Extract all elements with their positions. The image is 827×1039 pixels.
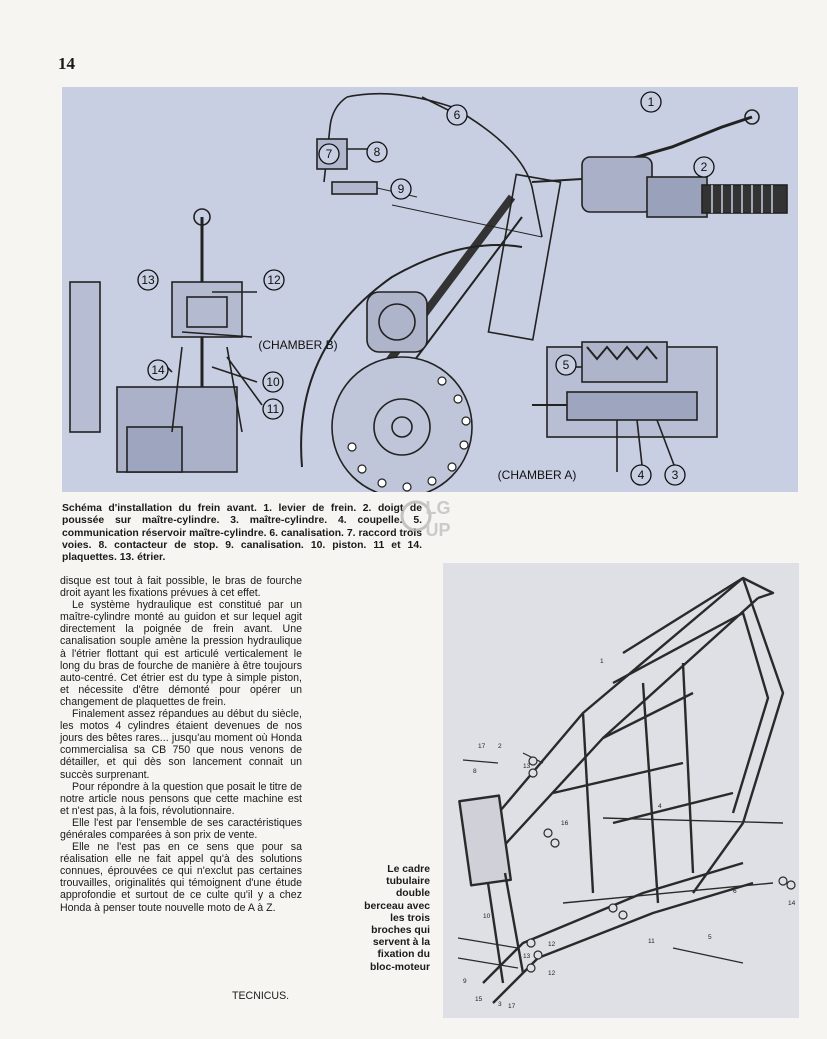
callout-7: 7 — [325, 147, 333, 161]
frame-label-10: 10 — [483, 913, 491, 920]
callout-4: 4 — [637, 468, 645, 482]
brake-diagram-drawing — [62, 87, 798, 492]
frame-label-5: 5 — [708, 934, 712, 941]
callout-9: 9 — [397, 182, 405, 196]
chamber-b-label: (CHAMBER B) — [258, 338, 338, 352]
brake-diagram — [62, 87, 798, 492]
frame-label-16: 16 — [561, 820, 569, 827]
frame-caption: Le cadre tubulaire double berceau avec les trois broches qui servent à la fixation du bloc-moteur — [364, 864, 430, 973]
watermark-logo — [398, 492, 462, 548]
frame-label-13a: 13 — [523, 763, 531, 770]
callout-14: 14 — [151, 363, 165, 377]
frame-label-8: 8 — [473, 768, 477, 775]
callout-3: 3 — [671, 468, 679, 482]
article-paragraph: Elle l'est par l'ensemble de ses caractéristiques générales comparées à son prix de vente. — [60, 816, 302, 841]
disc-caliper — [367, 292, 427, 352]
handlebar-grip — [702, 185, 787, 213]
frame-label-13b: 13 — [523, 953, 531, 960]
callout-5: 5 — [562, 358, 570, 372]
frame-label-14: 14 — [788, 900, 796, 907]
article-paragraph: Pour répondre à la question que posait le titre de notre article nous pensons que cette machine est et n'est pas, à la fois, révolutionnaire. — [60, 780, 302, 817]
callout-11: 11 — [266, 402, 280, 416]
frame-label-4: 4 — [658, 803, 662, 810]
callout-8: 8 — [373, 145, 381, 159]
frame-label-3: 3 — [498, 1001, 502, 1008]
brake-hose — [347, 94, 542, 237]
frame-label-15: 15 — [475, 996, 483, 1003]
article-paragraph: Elle ne l'est pas en ce sens que pour sa réalisation elle ne fait appel qu'à des solutions connues, éprouvées ce qui n'exclut pas certaines trouvailles, originalités qui témoignent d'une étude approfondie et surtout de ce culte qu'il y a chez Honda à penser toute nouvelle moto de A à Z. — [60, 841, 302, 914]
callout-6: 6 — [453, 108, 461, 122]
callout-10: 10 — [266, 375, 280, 389]
frame-diagram-drawing — [443, 563, 799, 1018]
article-paragraph: Le système hydraulique est constitué par un maître-cylindre monté au guidon et sur lequel agit directement la poignée de frein avant. Une canalisation souple amène la pression hydraulique à l'étrier flottant qui est articulé verticalement le long du bras de fourche de manière à être toujours auto-centré. Cet étrier est du type à simple piston, et nécessite d'être démonté pour opérer un changement de plaquettes de frein. — [60, 599, 302, 708]
author-signature: TECNICUS. — [232, 990, 290, 1002]
fork-tube-left — [70, 282, 100, 432]
frame-top-tube — [473, 578, 743, 843]
brake-diagram-caption: Schéma d'installation du frein avant. 1. levier de frein. 2. doigt de poussée sur maître-cylindre. 3. maître-cylindre. 4. coupelle. 5. communication réservoir maître-cylindre. 6. canalisation. 7. raccord trois voies. 8. contacteur de stop. 9. canalisation. 10. piston. 11 et 14. plaquettes. 13. étrier. — [62, 503, 422, 564]
frame-label-12a: 12 — [548, 941, 556, 948]
article-paragraph: disque est tout à fait possible, le bras de fourche droit ayant les fixations prévues à cet effet. — [60, 575, 302, 600]
frame-label-9: 9 — [463, 978, 467, 985]
article-body — [60, 575, 302, 914]
frame-label-17b: 17 — [508, 1003, 516, 1010]
caliper-piston-housing — [172, 282, 242, 337]
brake-disc — [332, 357, 472, 492]
page-number: 14 — [58, 54, 75, 73]
frame-label-12b: 12 — [548, 970, 556, 977]
frame-label-6: 6 — [733, 888, 737, 895]
callout-12: 12 — [267, 273, 281, 287]
callout-2: 2 — [700, 160, 708, 174]
frame-diagram — [443, 563, 799, 1018]
frame-label-1: 1 — [600, 658, 604, 665]
frame-label-11: 11 — [648, 938, 655, 945]
chamber-a-label: (CHAMBER A) — [497, 468, 577, 482]
article-paragraph: Finalement assez répandues au début du siècle, les motos 4 cylindres étaient devenues de nos jours des bêtes rares... jusqu'au moment où Honda commercialisa sa CB 750 que nous venons de détailler, et qui dès son lancement connait un succès surprenant. — [60, 708, 302, 781]
svg-text:LG: LG — [425, 498, 451, 518]
callout-13: 13 — [141, 273, 155, 287]
frame-label-17a: 17 — [478, 743, 486, 750]
master-cylinder-top — [582, 157, 652, 212]
svg-text:UP: UP — [425, 520, 451, 540]
frame-label-2: 2 — [498, 743, 502, 750]
callout-1: 1 — [647, 95, 655, 109]
